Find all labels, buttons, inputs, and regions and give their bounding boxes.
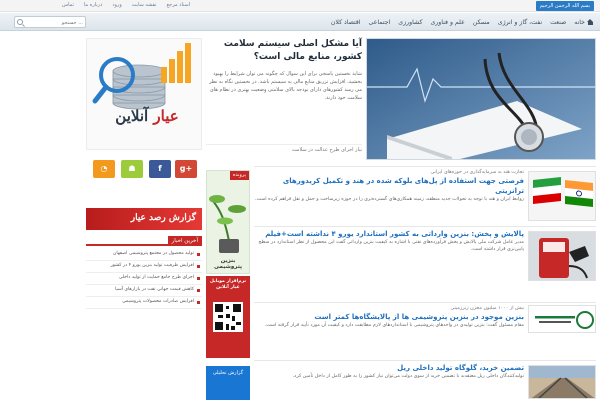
stethoscope-money-image [367,39,596,160]
main-story-title[interactable]: آیا مشکل اصلی سیستم سلامت کشور، منابع مالی است؟ [223,39,362,62]
bullet-icon [197,253,200,256]
home-icon [587,19,594,25]
search-icon[interactable] [17,19,23,25]
latest-news-list [86,249,202,309]
main-story-footer[interactable]: نیاز اجرای طرح عدالت در سلامت [206,144,362,153]
news-title[interactable]: تضمین خرید، گلوگاه تولید داخلی ریل [397,364,524,372]
main-nav [0,13,600,31]
news-kicker: بیش از ۱۰۰۰ میلیون مخزن زیرزمینی [450,306,524,311]
news-title[interactable]: بنزین موجود در بنزین پتروشیمی ها از پالایشگاه‌ها کمتر است [314,313,524,321]
news-thumbnail[interactable] [528,231,596,281]
promo-dossier[interactable] [206,170,250,274]
nav-item-macro-economy[interactable]: اقتصاد کلان [330,18,361,26]
list-item[interactable] [86,261,202,273]
news-body [254,229,524,253]
site-logo[interactable] [86,38,202,150]
main-story-lead: شاید نخستین پاسخی برای این سوال که چگونه می توان شرایط را بهبود بخشید، افزایش تزریق منابع مالی به سیستم باشد. در نخستین نگاه به نظر می رسد کشورهای دارای بودجه بالای سلامتی وضعیت بهتری در نظام های سلامت خود دارند. [209,71,362,101]
promo-dossier-caption: بنزین پتروشیمی [213,258,243,270]
top-link-docs[interactable]: اسناد مرجع [166,2,191,8]
top-link-contact[interactable]: تماس [62,2,74,8]
news-lead: روابط ایران و هند با توجه به تحولات جدید منطقه، زمینه همکاری‌های گسترده‌تری را در حوزه زیرساخت و حمل و نقل فراهم کرده است. [255,197,524,202]
logo-word-online: آنلاین [115,107,149,125]
coins-magnifier-icon [87,41,203,111]
list-item-text: افزایش ظرفیت تولید بنزین یورو ۴ در کشور [110,263,194,268]
top-link-about[interactable]: درباره ما [83,2,103,8]
news-kicker: تجارت هند به سرمایه‌گذاری در حوزه‌های ایرانی [430,170,524,175]
promo-dossier-tag: پرونده [230,171,249,180]
list-item-text: اجرای طرح جامع حمایت از تولید داخلی [118,275,194,280]
promo-analytics-caption: گزارش تحلیلی [212,370,244,376]
news-item[interactable] [254,360,596,400]
logo-word-ayar: عیار [153,107,179,125]
nav-home-label: خانه [574,18,585,26]
rss-icon[interactable]: ◔ [93,160,115,178]
promo-analytics[interactable] [206,366,250,400]
rail-tracks-image [529,366,596,399]
list-item[interactable] [86,273,202,285]
search-input[interactable] [25,18,83,27]
news-lead: مدیر عامل شرکت ملی پالایش و پخش فرآورده‌های نفتی با اشاره به کیفیت بنزین وارداتی گفت این محصول از نظر استاندارد در سطح پایین‌تری قرار داشته است. [258,240,524,252]
nav-item-social[interactable]: اجتماعی [368,18,391,26]
top-links [62,2,190,8]
logo-wordmark [97,107,197,125]
android-icon[interactable]: ☗ [121,160,143,178]
nav-item-industry[interactable]: صنعت [550,18,567,26]
news-thumbnail[interactable] [528,305,596,333]
fuel-nozzle-image [529,232,596,281]
news-thumbnail[interactable] [528,365,596,399]
promo-mobile-caption: نرم‌افزار موبایل عیار آنلاین [209,279,247,290]
news-lead: تولیدکنندگان داخلی ریل معتقدند با تضمین خرید از سوی دولت می‌توان نیاز کشور را به طور کامل از داخل تأمین کرد. [292,374,524,379]
news-body [254,305,524,329]
qr-code-icon [206,276,250,358]
top-strip [0,0,600,12]
nav-item-agriculture[interactable]: کشاورزی [398,18,423,26]
news-body [254,363,524,380]
news-item[interactable] [254,226,596,284]
nav-item-housing[interactable]: مسکن [472,18,490,26]
news-thumbnail[interactable] [528,171,596,221]
nav-item-science[interactable]: علم و فناوری [430,18,465,26]
google-plus-icon[interactable]: g+ [175,160,197,178]
facebook-icon[interactable]: f [149,160,171,178]
institute-logo-image [529,306,596,333]
top-link-login[interactable]: ورود [112,2,122,8]
news-lead: مقام مسئول گفت: بنزین تولیدی در واحدهای پتروشیمی با استانداردهای لازم مطابقت دارد و کیفیت آن مورد تأیید قرار گرفته است. [264,323,524,328]
news-title[interactable]: فرصتی جهت استفاده از پل‌های بلوکه شده در هند و تکمیل کریدورهای ترانزیتی [282,177,524,195]
main-story-image[interactable] [366,38,596,160]
basmala-banner: بسم الله الرحمن الرحیم [536,1,594,11]
bullet-icon [197,265,200,268]
nav-item-oil-gas[interactable]: نفت، گاز و انرژی [497,18,543,26]
promo-mobile-app[interactable] [206,276,250,358]
report-banner[interactable] [86,208,202,230]
news-item[interactable] [254,302,596,358]
news-item[interactable] [254,166,596,224]
search-box [14,16,86,28]
list-item[interactable] [86,249,202,261]
list-item-text: تولید محصول در مجتمع پتروشیمی اصفهان [113,251,194,256]
bullet-icon [197,301,200,304]
list-item-text: کاهش قیمت جهانی نفت در بازارهای آسیا [115,287,194,292]
nav-item-home[interactable] [574,19,594,26]
flags-image [529,172,596,221]
list-item[interactable] [86,285,202,297]
list-item[interactable] [86,297,202,309]
bullet-icon [197,277,200,280]
list-item-text: افزایش صادرات محصولات پتروشیمی [122,299,194,304]
latest-news-label: آخرین اخبار [168,236,202,246]
top-link-sitemap[interactable]: نقشه سایت [131,2,157,8]
nav-menu [331,13,594,31]
latest-news-header [86,236,202,246]
report-banner-label: گزارش رصد عیار [130,213,196,223]
news-body [254,169,524,203]
news-title[interactable]: پالایش و پخش: بنزین وارداتی به کشور استاندارد یورو ۴ نداشته است+فیلم [265,230,524,238]
bullet-icon [197,289,200,292]
